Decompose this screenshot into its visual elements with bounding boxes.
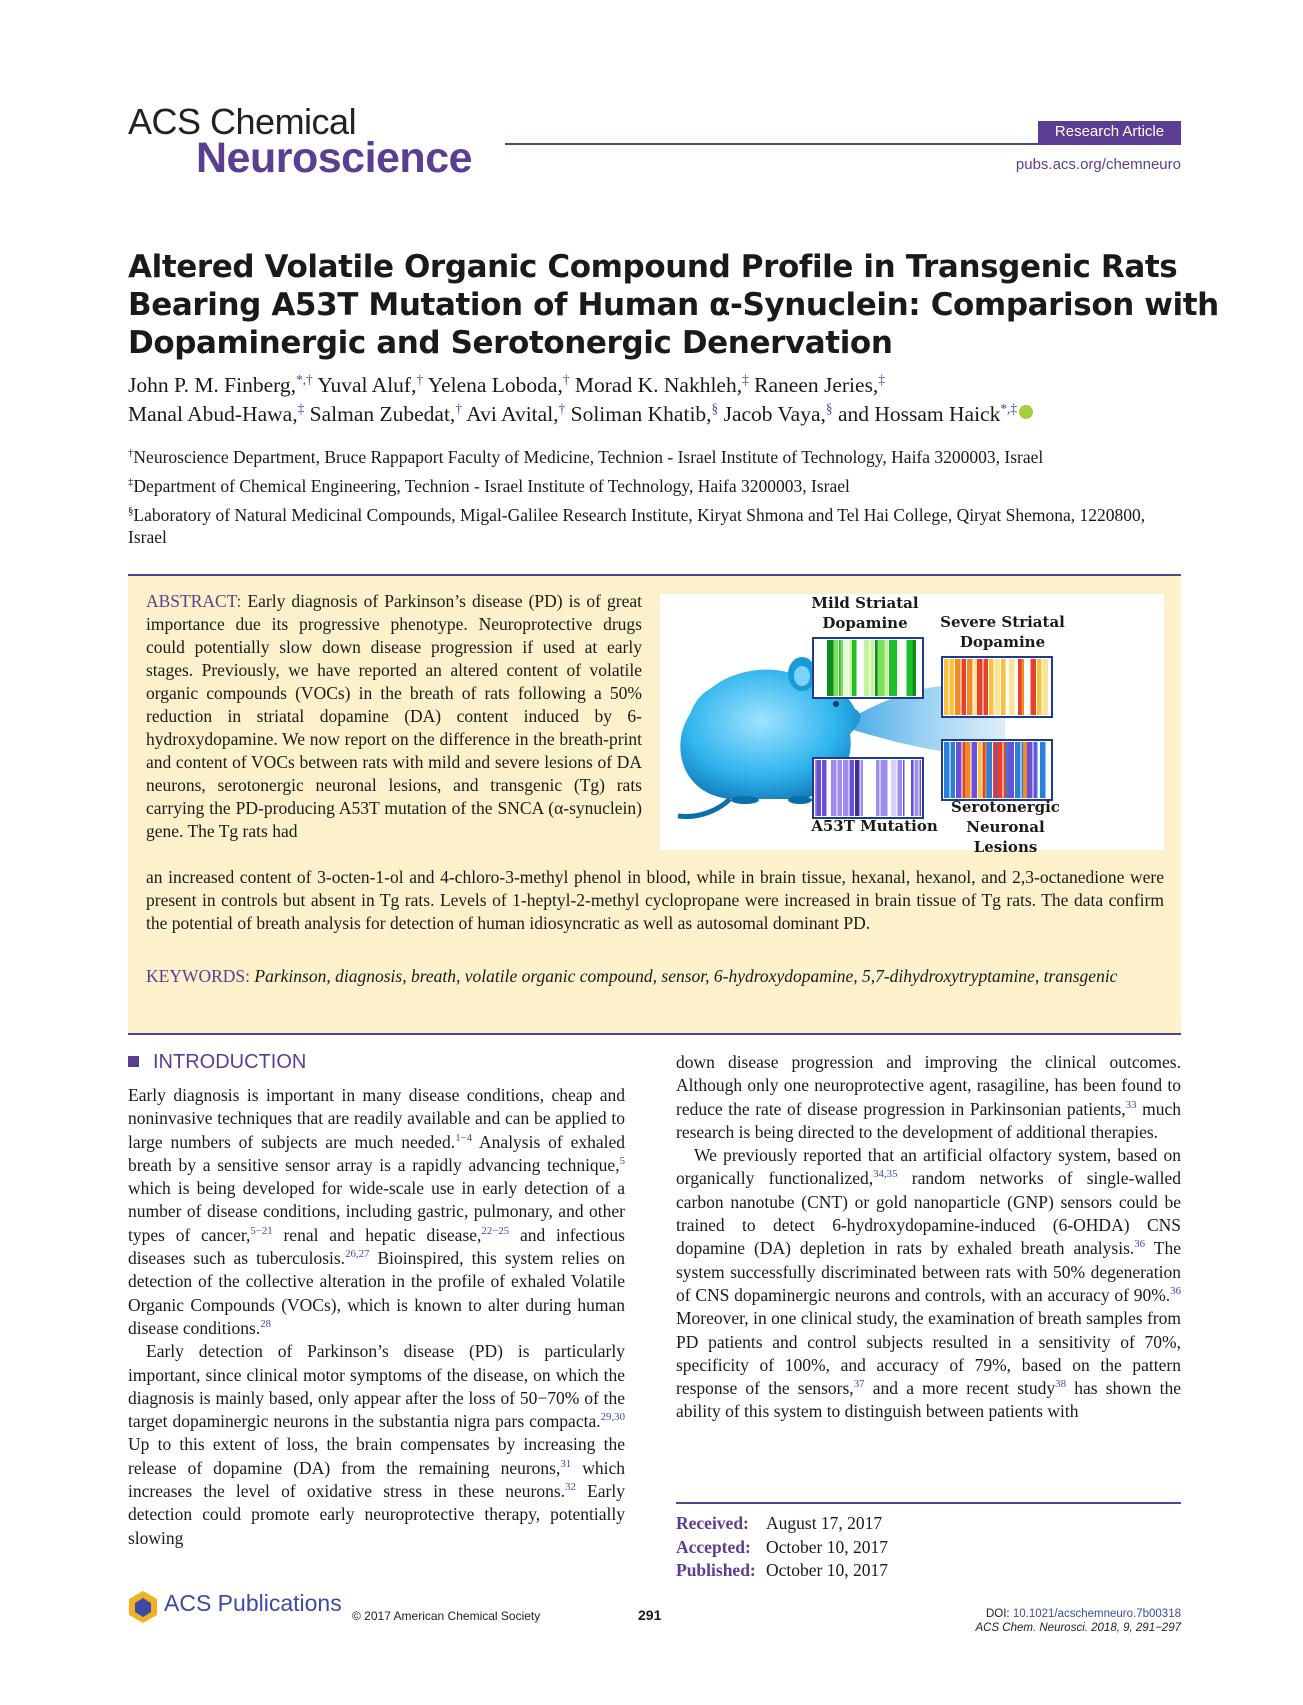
barcode-stripe	[997, 742, 1003, 798]
header-rule	[505, 143, 1181, 145]
reference-citation[interactable]: 1−4	[455, 1131, 473, 1144]
date-value: October 10, 2017	[766, 1560, 888, 1580]
barcode-stripe	[903, 760, 905, 816]
publisher-name: ACS Publications	[164, 1590, 342, 1616]
barcode-stripe	[984, 659, 989, 715]
barcode-stripe	[917, 640, 921, 696]
affiliation	[128, 504, 1188, 548]
column-left	[128, 1084, 625, 1550]
barcode-stripe	[944, 742, 950, 798]
barcode-stripe	[876, 760, 880, 816]
reference-citation[interactable]: 28	[260, 1318, 272, 1331]
acs-logo-icon	[128, 1590, 158, 1629]
barcode-stripe	[955, 659, 961, 715]
paragraph: Early detection of Parkinson’s disease (PD) is particularly important, since clinical motor symptoms of the disease, on which the diagnosis is mainly based, only appear after the loss of 50−70% of the target dopaminergic neurons in the substantia nigra pars compacta.$^{29,30}$ Up to this extent of loss, the brain compensates by increasing the release of dopamine (DA) from the remaining neurons,$^{31}$ which increases the level of oxidative stress in these neurons.$^{32}$ Early detection could promote early neuroprotective therapy, potentially slowing	[128, 1341, 625, 1548]
barcode-stripe	[1025, 742, 1028, 798]
barcode-stripe	[828, 760, 832, 816]
barcode-stripe	[850, 640, 853, 696]
toc-graphic	[660, 594, 1164, 856]
toc-label-severe	[935, 612, 1070, 652]
author-name[interactable]: John P. M. Finberg,	[128, 373, 297, 397]
barcode-stripe	[1004, 742, 1007, 798]
author-affiliation-mark: *,‡	[1000, 400, 1018, 416]
reference-citation[interactable]: 36	[1134, 1238, 1146, 1251]
barcode-stripe	[838, 760, 843, 816]
barcode-stripe	[977, 659, 983, 715]
barcode-mild	[813, 638, 923, 698]
toc-label-line: Dopamine	[822, 614, 908, 632]
barcode-stripe	[861, 760, 864, 816]
barcode-stripe	[978, 742, 982, 798]
barcode-stripe	[1023, 742, 1025, 798]
barcode-stripe	[871, 640, 875, 696]
author-affiliation-mark: ‡	[742, 371, 749, 387]
barcode-stripe	[914, 760, 916, 816]
barcode-stripe	[875, 640, 878, 696]
barcode-stripe	[951, 742, 956, 798]
author-affiliation-mark: †	[455, 400, 462, 416]
barcode-stripe	[898, 640, 900, 696]
toc-label-line: Serotonergic	[951, 798, 1060, 816]
barcode-stripe	[827, 640, 830, 696]
barcode-stripe	[817, 760, 822, 816]
author-name[interactable]: Manal Abud-Hawa,	[128, 402, 298, 426]
keywords-label: KEYWORDS:	[146, 966, 251, 986]
barcode-stripe	[891, 760, 897, 816]
barcode-stripe	[870, 760, 876, 816]
date-label: Accepted:	[676, 1536, 751, 1557]
orcid-icon[interactable]	[1019, 405, 1033, 419]
barcode-stripe	[944, 659, 949, 715]
reference-citation[interactable]: 36	[1170, 1285, 1181, 1298]
section-square-icon	[128, 1056, 139, 1067]
affiliation	[128, 475, 1188, 497]
barcode-stripe	[974, 659, 978, 715]
barcode-stripe	[967, 659, 973, 715]
barcode-stripe	[1009, 659, 1015, 715]
barcode-stripe	[965, 742, 971, 798]
barcode-stripe	[881, 760, 884, 816]
barcode-stripe	[834, 640, 839, 696]
paragraph: down disease progression and improving the clinical outcomes. Although only one neuroprotective agent, rasagiline, has been found to reduce the rate of disease progression in Parkinsonian patients,$^{33}$ much research is being directed to the development of additional therapies.	[676, 1052, 1181, 1142]
barcode-stripe	[963, 742, 966, 798]
barcode-stripe	[815, 760, 817, 816]
barcode-stripe	[915, 760, 919, 816]
article-title	[128, 248, 1219, 362]
barcode-stripe	[1022, 742, 1024, 798]
barcode-stripe	[995, 659, 1001, 715]
author-affiliation-mark: §	[711, 400, 719, 416]
citation: ACS Chem. Neurosci. 2018, 9, 291−297	[975, 1622, 1181, 1634]
author-name[interactable]: Salman Zubedat,	[309, 402, 456, 426]
barcode-stripe	[1036, 742, 1038, 798]
barcode-stripe	[858, 640, 864, 696]
section-heading-introduction	[128, 1051, 306, 1074]
affiliation-mark: §	[128, 505, 134, 518]
barcode-stripe	[983, 742, 986, 798]
barcode-stripe	[850, 760, 855, 816]
column-right	[676, 1051, 1181, 1424]
barcode-stripe	[843, 760, 849, 816]
barcode-stripe	[898, 760, 903, 816]
author-name[interactable]: Soliman Khatib,	[570, 402, 712, 426]
barcode-stripe	[900, 640, 905, 696]
barcode-stripe	[881, 640, 885, 696]
author-affiliation-mark: †	[558, 400, 566, 416]
barcode-stripe	[956, 742, 962, 798]
barcode-stripe	[1037, 659, 1042, 715]
paragraph: Early diagnosis is important in many disease conditions, cheap and noninvasive techniques that are readily available and can be applied to large numbers of subjects are much needed.$^{1-4}$ Analysis of exhaled breath by a sensitive sensor array is a rapidly advancing technique,$^5$ which is being developed for wide-scale use in early detection of a number of disease conditions, including gastric, pulmonary, and other types of cancer,$^{5-21}$ renal and hepatic disease,$^{22-25}$ and infectious diseases such as tuberculosis.$^{26,27}$ Bioinspired, this system relies on detection of the collective alteration in the profile of exhaled Volatile Organic Compounds (VOCs), which is known to alter during human disease conditions.$^{28}$	[128, 1085, 625, 1338]
page-number: 291	[638, 1607, 662, 1623]
toc-label-line: Severe Striatal	[940, 613, 1065, 631]
date-row	[676, 1512, 888, 1536]
barcode-stripe	[889, 760, 892, 816]
abstract-body-part1: Early diagnosis of Parkinson’s disease (PD) is of great importance due its progressive phenotype. Neuroprotective drugs could potentially slow down disease progression if used at early stages. Previously, we have reported an altered content of volatile organic compounds (VOCs) in the breath of rats following a 50% reduction in striatal dopamine (DA) content induced by 6-hydroxydopamine. We now report on the difference in the breath-print and content of VOCs between rats with mild and severe lesions of DA neurons, serotonergic neuronal lesions, and transgenic (Tg) rats carrying the PD-producing A53T mutation of the SNCA (α-synuclein) gene. The Tg rats had	[146, 591, 642, 841]
author-line-2	[128, 400, 1208, 429]
reference-citation[interactable]: 5	[619, 1155, 625, 1168]
barcode-stripe	[962, 659, 967, 715]
barcode-severe	[942, 657, 1052, 717]
author-name[interactable]: Yuval Aluf,	[317, 373, 417, 397]
toc-label-sero	[938, 797, 1073, 857]
barcode-stripe	[822, 760, 827, 816]
barcode-stripe	[815, 640, 820, 696]
barcode-stripe	[883, 760, 888, 816]
paragraph: We previously reported that an artificial olfactory system, based on organically functionalized,$^{34,35}$ random networks of single-walled carbon nanotube (CNT) or gold nanoparticle (GNP) sensors could be trained to detect 6-hydroxydopamine-induced (6-OHDA) CNS dopamine (DA) depletion in rats by exhaled breath analysis.$^{36}$ The system successfully discriminated between rats with 50% degeneration of CNS dopaminergic neurons and controls, with an accuracy of 90%.$^{36}$ Moreover, in one clinical study, the examination of breath samples from PD patients and control subjects resulted in a sensitivity of 70%, specificity of 100%, and accuracy of 79%, based on the pattern response of the sensors,$^{37}$ and a more recent study$^{38}$ has shown the ability of this system to distinguish between patients with	[676, 1145, 1182, 1422]
title-line: Altered Volatile Organic Compound Profile in Transgenic Rats	[128, 249, 1178, 285]
barcode-stripe	[1024, 659, 1030, 715]
barcode-stripe	[1043, 659, 1049, 715]
affiliation-text: Department of Chemical Engineering, Technion - Israel Institute of Technology, Haifa 3200003, Israel	[133, 476, 850, 496]
author-line-1	[128, 371, 1208, 400]
barcode-stripe	[913, 640, 917, 696]
barcode-stripe	[892, 640, 898, 696]
barcode-stripe	[1047, 742, 1051, 798]
barcode-stripe	[841, 640, 844, 696]
barcode-stripe	[839, 640, 841, 696]
affiliation-mark: †	[128, 447, 134, 460]
date-value: October 10, 2017	[766, 1536, 888, 1557]
barcode-stripe	[1027, 742, 1033, 798]
author-affiliation-mark: §	[825, 400, 833, 416]
author-name[interactable]: Yelena Loboda,	[427, 373, 563, 397]
reference-citation[interactable]: 26,27	[345, 1248, 370, 1261]
author-name[interactable]: Jacob Vaya,	[723, 402, 826, 426]
title-line: Dopaminergic and Serotonergic Denervation	[128, 325, 893, 361]
author-affiliation-mark: ‡	[297, 400, 305, 416]
reference-citation[interactable]: 5−21	[250, 1224, 273, 1237]
barcode-stripe	[911, 760, 914, 816]
reference-citation[interactable]: 34,35	[873, 1168, 898, 1181]
section-heading-text: INTRODUCTION	[153, 1051, 307, 1073]
date-row	[676, 1536, 888, 1560]
barcode-stripe	[1022, 659, 1025, 715]
barcode-stripe	[855, 760, 860, 816]
barcode-stripe	[1038, 742, 1041, 798]
barcode-stripe	[1009, 742, 1015, 798]
author-affiliation-mark: ‡	[878, 371, 885, 387]
doi-line	[975, 1607, 1181, 1621]
author-name[interactable]: and Hossam Haick	[837, 402, 1001, 426]
barcode-stripe	[831, 640, 834, 696]
barcode-stripe	[1006, 742, 1009, 798]
barcode-stripe	[1040, 742, 1046, 798]
toc-label-line: Neuronal Lesions	[966, 818, 1045, 856]
barcode-stripe	[972, 742, 978, 798]
barcode-stripe	[989, 659, 994, 715]
barcode-stripe	[907, 640, 910, 696]
affiliation-text: Laboratory of Natural Medicinal Compounds, Migal-Galilee Research Institute, Kiryat Shmona and Tel Hai College, Qiryat Shemona, 1220800, Israel	[128, 505, 1146, 547]
reference-citation[interactable]: 32	[565, 1481, 576, 1494]
affiliation-text: Neuroscience Department, Bruce Rappaport Faculty of Medicine, Technion - Israel Institute of Technology, Haifa 3200003, Israel	[133, 447, 1044, 467]
reference-citation[interactable]: 33	[1125, 1098, 1137, 1111]
barcode-stripe	[1031, 659, 1037, 715]
doi-block	[975, 1607, 1181, 1635]
barcode-sero	[942, 740, 1052, 800]
barcode-stripe	[830, 640, 832, 696]
abstract-label: ABSTRACT:	[146, 591, 242, 611]
affiliation-mark: ‡	[128, 476, 134, 489]
abstract-text-top	[146, 590, 642, 843]
affiliation	[128, 446, 1188, 468]
reference-citation[interactable]: 38	[1055, 1378, 1067, 1391]
barcode-stripe	[993, 742, 996, 798]
publication-dates	[676, 1512, 888, 1583]
doi-link[interactable]: 10.1021/acschemneuro.7b00318	[1012, 1608, 1181, 1620]
dates-rule	[676, 1502, 1181, 1504]
affiliations	[128, 446, 1188, 555]
barcode-stripe	[864, 640, 870, 696]
barcode-stripe	[863, 760, 869, 816]
title-line: Bearing A53T Mutation of Human α-Synuclein: Comparison with	[128, 287, 1219, 323]
date-label: Received:	[676, 1513, 749, 1533]
barcode-stripe	[1007, 659, 1010, 715]
barcode-stripe	[1016, 659, 1019, 715]
barcode-stripe	[1001, 659, 1006, 715]
author-name[interactable]: Avi Avital,	[466, 402, 559, 426]
barcode-stripe	[1015, 742, 1021, 798]
barcode-stripe	[950, 659, 955, 715]
barcode-stripe	[885, 640, 889, 696]
article-type-badge: Research Article	[1038, 121, 1181, 143]
author-affiliation-mark: *,†	[296, 371, 313, 387]
reference-citation[interactable]: 22−25	[481, 1224, 510, 1237]
barcode-stripe	[1034, 742, 1037, 798]
barcode-stripe	[831, 760, 837, 816]
author-name[interactable]: Morad K. Nakhleh,	[574, 373, 743, 397]
date-label: Published:	[676, 1560, 756, 1580]
barcode-stripe	[905, 640, 907, 696]
author-list	[128, 371, 1208, 429]
barcode-stripe	[852, 640, 857, 696]
toc-label-line: Dopamine	[959, 633, 1046, 651]
reference-citation[interactable]: 31	[560, 1457, 572, 1470]
abstract-text-bottom: an increased content of 3-octen-1-ol and 4-chloro-3-methyl phenol in blood, while in brain tissue, hexanal, hexanol, and 2,3-octanedione were present in controls but absent in Tg rats. Levels of 1-heptyl-2-methyl cyclopropane were increased in brain tissue of Tg rats. The data confirm the potential of breath analysis for detection of human idiosyncratic as well as autosomal dominant PD.	[146, 867, 1164, 933]
date-value: August 17, 2017	[766, 1513, 883, 1533]
barcode-stripe	[996, 742, 998, 798]
barcode-a53t	[813, 758, 923, 818]
journal-logo-line1: ACS Chemical	[128, 101, 357, 142]
keywords	[146, 965, 1164, 988]
barcode-stripe	[909, 640, 913, 696]
author-affiliation-mark: †	[416, 371, 424, 387]
author-name[interactable]: Raneen Jeries,	[754, 373, 879, 397]
barcode-stripe	[843, 640, 849, 696]
toc-label-a53t: A53T Mutation	[811, 817, 938, 835]
date-row	[676, 1559, 888, 1583]
journal-logo-line2: Neuroscience	[196, 134, 473, 182]
barcode-stripe	[985, 742, 987, 798]
doi-label: DOI:	[985, 1608, 1010, 1620]
toc-label-line: Mild Striatal	[811, 594, 919, 612]
barcode-stripe	[821, 640, 827, 696]
barcode-stripe	[905, 760, 911, 816]
barcode-stripe	[889, 640, 892, 696]
reference-citation[interactable]: 37	[853, 1378, 865, 1391]
barcode-stripe	[987, 742, 993, 798]
toc-label-mild	[810, 593, 920, 633]
barcode-stripe	[878, 640, 882, 696]
author-affiliation-mark: †	[562, 371, 570, 387]
copyright: © 2017 American Chemical Society	[352, 1609, 541, 1623]
barcode-stripe	[1018, 659, 1022, 715]
barcode-stripe	[920, 760, 922, 816]
journal-url-link[interactable]: pubs.acs.org/chemneuro	[1015, 156, 1181, 173]
reference-citation[interactable]: 29,30	[600, 1411, 625, 1424]
keywords-list: Parkinson, diagnosis, breath, volatile organic compound, sensor, 6-hydroxydopamine, 5,7-dihydroxytryptamine, transgenic	[254, 966, 1118, 986]
